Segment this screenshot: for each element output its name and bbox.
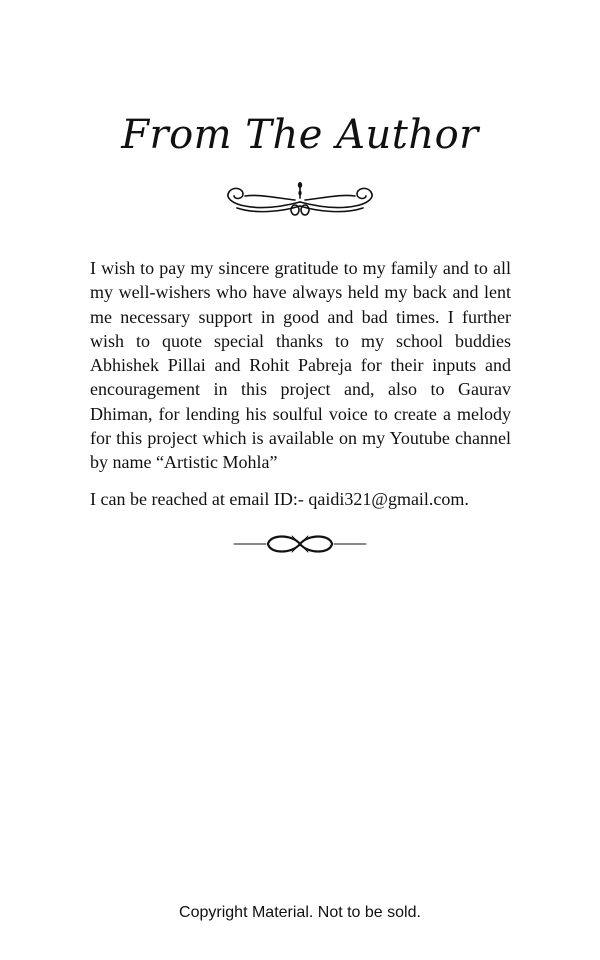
infinity-divider-icon [232,530,368,558]
scroll-flourish-icon [215,180,385,220]
page-title: From The Author [121,112,479,158]
contact-paragraph: I can be reached at email ID:- qaidi321@gmail.com. [90,488,469,509]
copyright-notice: Copyright Material. Not to be sold. [179,904,421,921]
gratitude-paragraph: I wish to pay my sincere gratitude to my family and to all my well-wishers who have always held my back and lent me necessary support in good and bad times. I further wish to quote special thanks to my school buddies Abhishek Pillai and Rohit Pabreja for their inputs and encouragement in this project and, also to Gaurav Dhiman, for lending his soulful voice to create a melody for this project which is available on my Youtube channel by name “Artistic Mohla” [90,258,511,473]
author-note [90,256,511,511]
